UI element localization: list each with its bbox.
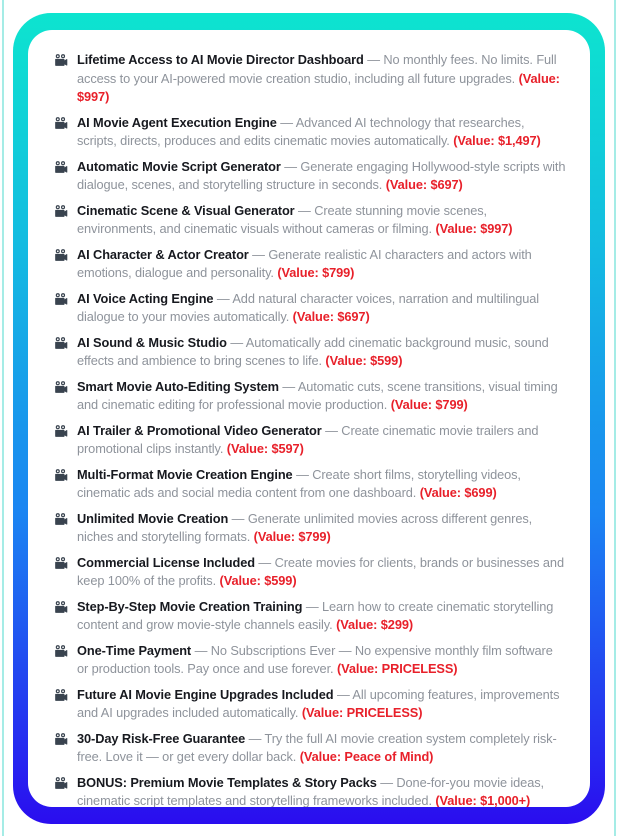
feature-title: Unlimited Movie Creation xyxy=(77,510,229,526)
feature-item xyxy=(52,158,566,195)
feature-title: Lifetime Access to AI Movie Director Dashboard xyxy=(77,52,364,67)
feature-text xyxy=(77,290,566,327)
movie-camera-icon xyxy=(54,248,69,262)
features-card xyxy=(28,30,590,807)
feature-text xyxy=(77,378,566,415)
movie-camera-icon xyxy=(54,53,69,67)
feature-description: Generate engaging Hollywood-style scripts with dialogue, scenes, and storytelling structure in seconds. xyxy=(77,158,566,192)
feature-value: (Value: $1,497) xyxy=(453,133,541,148)
feature-description: All upcoming features, improvements and AI upgrades included automatically. xyxy=(77,686,560,720)
separator-dash: — xyxy=(380,774,393,790)
movie-camera-icon xyxy=(54,204,69,218)
feature-title: Future AI Movie Engine Upgrades Included xyxy=(77,686,334,702)
feature-value: (Value: Peace of Mind) xyxy=(299,749,434,764)
feature-title: AI Movie Agent Execution Engine xyxy=(77,114,277,130)
feature-description: Generate realistic AI characters and actors with emotions, dialogue and personality. xyxy=(77,246,532,280)
feature-title: Smart Movie Auto-Editing System xyxy=(77,378,279,394)
feature-value: (Value: $799) xyxy=(390,397,468,412)
feature-title: 30-Day Risk-Free Guarantee xyxy=(77,730,246,746)
feature-text xyxy=(77,730,566,767)
feature-item xyxy=(52,642,566,679)
movie-camera-icon xyxy=(54,468,69,482)
feature-title: Commercial License Included xyxy=(77,554,255,570)
feature-value: (Value: $597) xyxy=(226,441,304,456)
movie-camera-icon xyxy=(54,116,69,130)
feature-title: AI Trailer & Promotional Video Generator xyxy=(77,422,322,438)
feature-item xyxy=(52,774,566,808)
feature-item xyxy=(52,334,566,371)
separator-dash: — xyxy=(298,202,311,218)
feature-value: (Value: $1,000+) xyxy=(435,793,531,807)
feature-value: (Value: $599) xyxy=(325,353,403,368)
movie-camera-icon xyxy=(54,600,69,614)
feature-description: Automatic cuts, scene transitions, visual timing and cinematic editing for professional movie production. xyxy=(77,378,558,412)
feature-item xyxy=(52,378,566,415)
feature-text xyxy=(77,158,566,195)
feature-item xyxy=(52,554,566,591)
separator-dash: — xyxy=(231,510,245,526)
feature-item xyxy=(52,51,566,107)
feature-item xyxy=(52,246,566,283)
feature-item xyxy=(52,202,566,239)
movie-camera-icon xyxy=(54,336,69,350)
separator-dash: — xyxy=(280,114,293,130)
feature-description: No Subscriptions Ever — No expensive monthly film software or production tools. Pay once and use forever. xyxy=(77,642,553,676)
feature-text xyxy=(77,202,566,239)
feature-text xyxy=(77,334,566,371)
feature-description: Automatically add cinematic background music, sound effects and ambience to bring scenes to life. xyxy=(77,334,549,368)
separator-dash: — xyxy=(336,686,350,702)
feature-item xyxy=(52,730,566,767)
feature-item xyxy=(52,114,566,151)
movie-camera-icon xyxy=(54,292,69,306)
feature-text xyxy=(77,686,566,723)
separator-dash: — xyxy=(258,554,272,570)
feature-value: (Value: $299) xyxy=(336,617,414,632)
feature-value: (Value: PRICELESS) xyxy=(301,705,423,720)
feature-text xyxy=(77,114,566,151)
feature-value: (Value: $997) xyxy=(77,70,560,104)
feature-value: (Value: $997) xyxy=(435,221,513,236)
movie-camera-icon xyxy=(54,160,69,174)
feature-title: Automatic Movie Script Generator xyxy=(77,158,281,174)
separator-dash: — xyxy=(284,158,297,174)
separator-dash: — xyxy=(194,642,208,658)
feature-item xyxy=(52,598,566,635)
feature-description: Create cinematic movie trailers and promotional clips instantly. xyxy=(77,422,539,456)
feature-description: Create stunning movie scenes, environments, and cinematic visuals without cameras or filming. xyxy=(77,202,487,236)
feature-title: Cinematic Scene & Visual Generator xyxy=(77,202,295,218)
feature-title: Multi-Format Movie Creation Engine xyxy=(77,466,293,482)
separator-dash: — xyxy=(216,290,230,306)
feature-title: AI Character & Actor Creator xyxy=(77,246,249,262)
separator-dash: — xyxy=(252,246,265,262)
feature-value: (Value: $697) xyxy=(385,177,463,192)
feature-description: Create movies for clients, brands or businesses and keep 100% of the profits. xyxy=(77,554,564,588)
feature-value: (Value: $697) xyxy=(292,309,370,324)
feature-description: Try the full AI movie creation system completely risk-free. Love it — or get every dollar back. xyxy=(77,730,557,764)
feature-description: Learn how to create cinematic storytelling content and grow movie-style channels easily. xyxy=(77,598,554,632)
movie-camera-icon xyxy=(54,688,69,702)
feature-item xyxy=(52,466,566,503)
movie-camera-icon xyxy=(54,424,69,438)
separator-dash: — xyxy=(305,598,319,614)
feature-item xyxy=(52,510,566,547)
movie-camera-icon xyxy=(54,644,69,658)
feature-title: AI Sound & Music Studio xyxy=(77,334,227,350)
feature-text xyxy=(77,51,566,107)
feature-text xyxy=(77,554,566,591)
feature-text xyxy=(77,466,566,503)
feature-text xyxy=(77,774,566,808)
separator-dash: — xyxy=(248,730,262,746)
feature-title: Step-By-Step Movie Creation Training xyxy=(77,598,303,614)
feature-text xyxy=(77,510,566,547)
feature-text xyxy=(77,642,566,679)
movie-camera-icon xyxy=(54,732,69,746)
feature-description: Generate unlimited movies across different genres, niches and storytelling formats. xyxy=(77,510,533,544)
feature-description: Done-for-you movie ideas, cinematic script templates and storytelling frameworks included. xyxy=(77,774,544,807)
page-edge-line-right xyxy=(614,0,616,836)
gradient-frame xyxy=(13,13,605,824)
feature-description: No monthly fees. No limits. Full access to your AI-powered movie creation studio, including all future upgrades. xyxy=(77,52,557,86)
separator-dash: — xyxy=(296,466,309,482)
movie-camera-icon xyxy=(54,776,69,790)
page-edge-line-left xyxy=(2,0,4,836)
movie-camera-icon xyxy=(54,512,69,526)
feature-value: (Value: PRICELESS) xyxy=(336,661,458,676)
feature-item xyxy=(52,686,566,723)
movie-camera-icon xyxy=(54,556,69,570)
separator-dash: — xyxy=(230,334,244,350)
feature-title: AI Voice Acting Engine xyxy=(77,290,214,306)
feature-item xyxy=(52,422,566,459)
feature-value: (Value: $799) xyxy=(277,265,355,280)
feature-title: One-Time Payment xyxy=(77,642,192,658)
feature-description: Add natural character voices, narration and multilingual dialogue to your movies automatically. xyxy=(77,290,540,324)
separator-dash: — xyxy=(367,52,380,67)
separator-dash: — xyxy=(325,422,338,438)
separator-dash: — xyxy=(282,378,296,394)
feature-value: (Value: $599) xyxy=(219,573,297,588)
movie-camera-icon xyxy=(54,380,69,394)
feature-value: (Value: $799) xyxy=(253,529,331,544)
feature-item xyxy=(52,290,566,327)
feature-text xyxy=(77,598,566,635)
feature-text xyxy=(77,246,566,283)
feature-description: Create short films, storytelling videos, cinematic ads and social media content from one dashboard. xyxy=(77,466,521,500)
feature-value: (Value: $699) xyxy=(419,485,497,500)
feature-title: BONUS: Premium Movie Templates & Story Packs xyxy=(77,774,377,790)
features-list xyxy=(52,51,566,807)
feature-text xyxy=(77,422,566,459)
feature-description: Advanced AI technology that researches, scripts, directs, produces and edits cinematic movies automatically. xyxy=(77,114,525,148)
